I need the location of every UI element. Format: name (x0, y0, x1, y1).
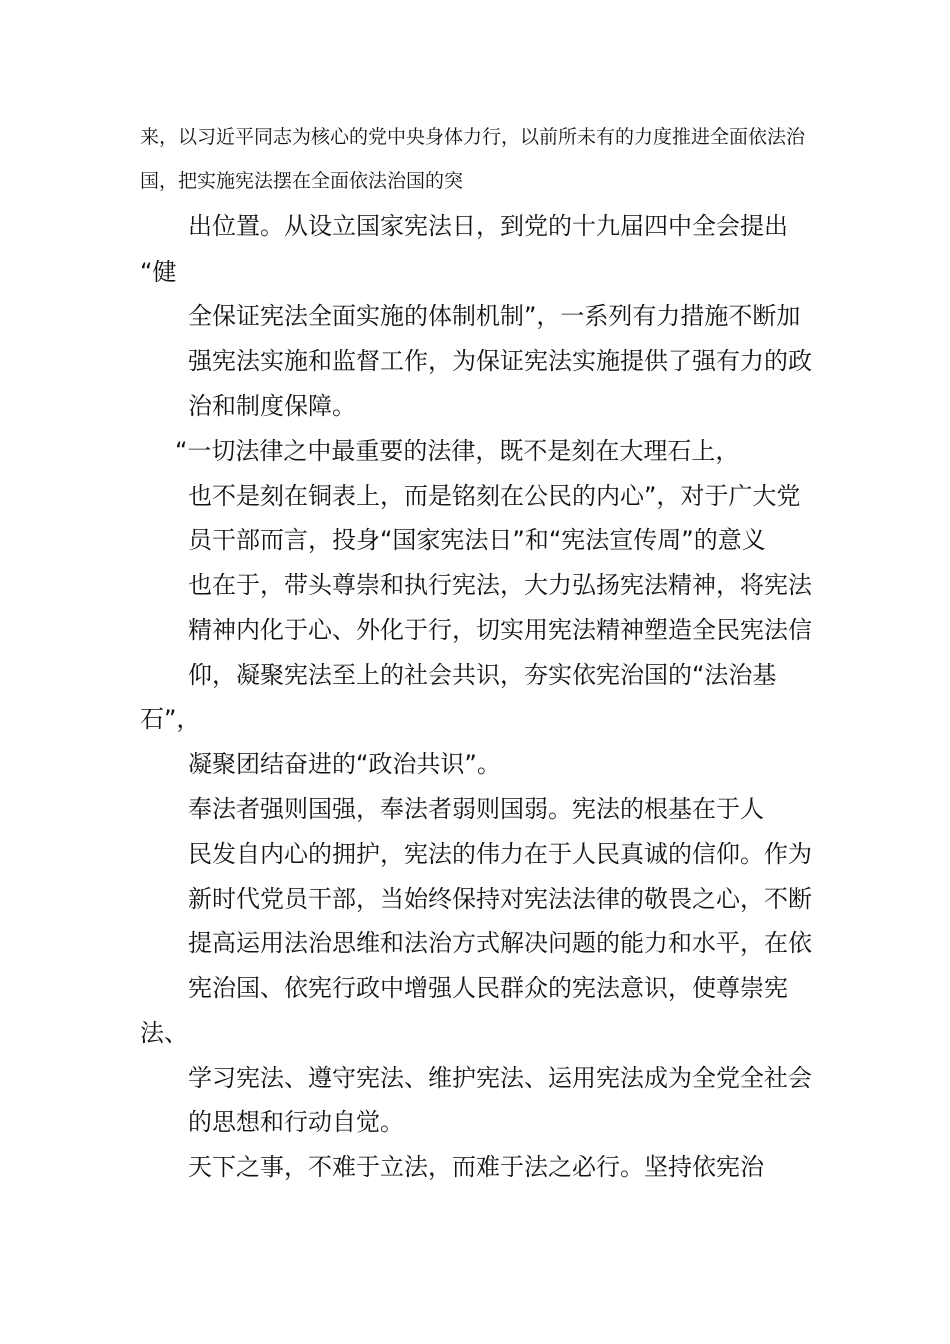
text-line-15: 凝聚团结奋进的“政治共识”。 (188, 750, 501, 778)
text-line-20: 宪治国、依宪行政中增强人民群众的宪法意识，使尊崇宪 (188, 974, 788, 1002)
text-line-16: 奉法者强则国强，奉法者弱则国弱。宪法的根基在于人 (188, 795, 764, 823)
text-line-4: “健 (140, 258, 177, 286)
text-line-7: 治和制度保障。 (188, 392, 356, 420)
text-line-17: 民发自内心的拥护，宪法的伟力在于人民真诚的信仰。作为 (188, 840, 812, 868)
text-line-21: 法、 (140, 1019, 188, 1047)
text-line-9: 也不是刻在铜表上，而是铭刻在公民的内心”，对于广大党 (188, 482, 801, 510)
text-line-5: 全保证宪法全面实施的体制机制”，一系列有力措施不断加 (188, 302, 801, 330)
text-line-19: 提高运用法治思维和法治方式解决问题的能力和水平，在依 (188, 929, 812, 957)
text-line-10: 员干部而言，投身“国家宪法日”和“宪法宣传周”的意义 (188, 526, 766, 554)
text-line-13: 仰，凝聚宪法至上的社会共识，夯实依宪治国的“法治基 (188, 661, 777, 689)
text-line-23: 的思想和行动自觉。 (188, 1108, 404, 1136)
text-line-22: 学习宪法、遵守宪法、维护宪法、运用宪法成为全党全社会 (188, 1064, 812, 1092)
text-line-8: “一切法律之中最重要的法律，既不是刻在大理石上， (175, 437, 740, 465)
text-line-6: 强宪法实施和监督工作，为保证宪法实施提供了强有力的政 (188, 347, 812, 375)
text-line-2: 国，把实施宪法摆在全面依法治国的突 (140, 170, 464, 192)
text-line-24: 天下之事，不难于立法，而难于法之必行。坚持依宪治 (188, 1153, 764, 1181)
text-line-12: 精神内化于心、外化于行，切实用宪法精神塑造全民宪法信 (188, 616, 812, 644)
text-line-3: 出位置。从设立国家宪法日，到党的十九届四中全会提出 (188, 212, 788, 240)
text-line-18: 新时代党员干部，当始终保持对宪法法律的敬畏之心，不断 (188, 885, 812, 913)
text-line-1: 来，以习近平同志为核心的党中央身体力行，以前所未有的力度推进全面依法治 (140, 126, 806, 148)
text-line-14: 石”， (140, 705, 201, 733)
text-line-11: 也在于，带头尊崇和执行宪法，大力弘扬宪法精神，将宪法 (188, 571, 812, 599)
